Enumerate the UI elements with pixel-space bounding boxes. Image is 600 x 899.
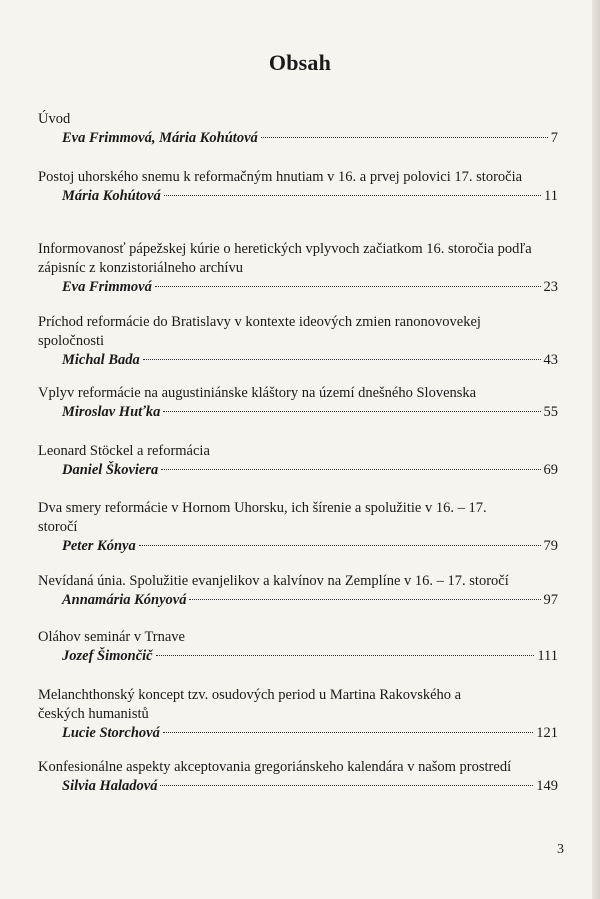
- entry-page-number: 43: [543, 352, 558, 368]
- entry-title: Príchod reformácie do Bratislavy v kontexte ideových zmien ranonovovekej spoločnosti: [38, 314, 481, 349]
- entry-author-line: [38, 647, 558, 666]
- dot-leader: [139, 545, 541, 546]
- entry-title: Vplyv reformácie na augustiniánske kláštory na území dnešného Slovenska: [38, 385, 477, 401]
- entry-page-number: 79: [543, 538, 558, 554]
- entry-author-line: [38, 591, 558, 610]
- dot-leader: [161, 469, 540, 470]
- entry-page-number: 97: [543, 592, 558, 608]
- entry-author: Peter Kónya: [62, 538, 136, 554]
- entry-page-number: 11: [544, 188, 558, 204]
- entry-author: Jozef Šimončič: [62, 648, 153, 664]
- dot-leader: [189, 599, 540, 600]
- entry-author: Eva Frimmová, Mária Kohútová: [62, 130, 258, 146]
- entry-author: Miroslav Huťka: [62, 404, 161, 420]
- entry-author-line: [38, 724, 558, 743]
- entry-title: Postoj uhorského snemu k reformačným hnutiam v 16. a prvej polovici 17. storočia: [38, 169, 523, 185]
- entry-page-number: 7: [550, 130, 558, 146]
- dot-leader: [160, 785, 533, 786]
- entry-author-line: [38, 777, 558, 796]
- dot-leader: [164, 195, 541, 196]
- entry-title: Nevídaná únia. Spolužitie evanjelikov a kalvínov na Zemplíne v 16. – 17. storočí: [38, 573, 509, 589]
- entry-title: Oláhov seminár v Trnave: [38, 629, 185, 645]
- toc-entry: [38, 240, 558, 297]
- entry-page-number: 111: [537, 648, 558, 664]
- entry-author: Mária Kohútová: [62, 188, 161, 204]
- entry-page-number: 149: [536, 778, 558, 794]
- dot-leader: [143, 359, 541, 360]
- entry-author-line: [38, 351, 558, 370]
- entry-page-number: 69: [543, 462, 558, 478]
- toc-entry: [38, 110, 558, 148]
- page-edge-shadow: [592, 0, 600, 899]
- entry-title: Leonard Stöckel a reformácia: [38, 443, 210, 459]
- entry-author-line: [38, 187, 558, 206]
- entry-page-number: 121: [536, 725, 558, 741]
- entry-author-line: [38, 461, 558, 480]
- entry-page-number: 23: [543, 279, 558, 295]
- entry-title: Dva smery reformácie v Hornom Uhorsku, ich šírenie a spolužitie v 16. – 17. storočí: [38, 500, 487, 535]
- entry-author-line: [38, 129, 558, 148]
- dot-leader: [156, 655, 535, 656]
- toc-entry: [38, 572, 558, 610]
- toc-entry: [38, 313, 558, 370]
- entry-author: Silvia Haladová: [62, 778, 158, 794]
- dot-leader: [163, 411, 540, 412]
- entry-author: Eva Frimmová: [62, 279, 152, 295]
- entry-title: Melanchthonský koncept tzv. osudových period u Martina Rakovského a českých humanistů: [38, 687, 462, 722]
- toc-entry: [38, 499, 558, 556]
- toc-entry: [38, 442, 558, 480]
- entry-title: Informovanosť pápežskej kúrie o heretických vplyvoch začiatkom 16. storočia podľa zápisníc z konzistoriálneho archívu: [38, 241, 532, 276]
- entry-author-line: [38, 278, 558, 297]
- entry-author: Daniel Škoviera: [62, 462, 159, 478]
- dot-leader: [163, 732, 533, 733]
- entry-author: Michal Bada: [62, 352, 140, 368]
- entry-author-line: [38, 403, 558, 422]
- entry-title: Konfesionálne aspekty akceptovania gregoriánskeho kalendára v našom prostredí: [38, 759, 512, 775]
- page-number: 3: [557, 842, 564, 857]
- dot-leader: [261, 137, 548, 138]
- toc-entry: [38, 758, 558, 796]
- entry-title: Úvod: [38, 111, 71, 127]
- toc-entry: [38, 686, 558, 743]
- contents-heading: Obsah: [268, 50, 332, 75]
- toc-entry: [38, 628, 558, 666]
- entry-author-line: [38, 537, 558, 556]
- entry-page-number: 55: [543, 404, 558, 420]
- entry-author: Annamária Kónyová: [62, 592, 187, 608]
- toc-entry: [38, 168, 558, 206]
- dot-leader: [155, 286, 541, 287]
- toc-entry: [38, 384, 558, 422]
- entry-author: Lucie Storchová: [62, 725, 160, 741]
